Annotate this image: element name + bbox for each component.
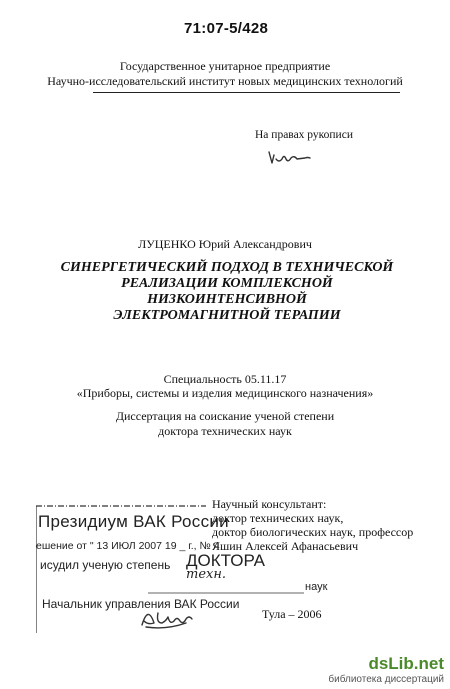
specialty-name: «Приборы, системы и изделия медицинского назначения» [76, 386, 374, 400]
header-underline [93, 92, 400, 93]
stamp-title: Президиум ВАК России [38, 512, 229, 531]
advisor-name: Яшин Алексей Афанасьевич [212, 539, 359, 553]
advisor-degree-2: доктор биологических наук, профессор [212, 525, 414, 539]
stamp-awarded-text: исудил ученую степень [40, 558, 171, 572]
city-year: Тула – 2006 [262, 607, 322, 621]
handwritten-signature [266, 147, 316, 169]
specialty-code: Специальность 05.11.17 [163, 372, 287, 386]
stamp-decision-date: ешение от " 13 ИЮЛ 2007 19 _ г., № 4 [36, 540, 220, 552]
organization-line-1: Государственное унитарное предприятие [119, 59, 331, 73]
dissertation-degree-line-1: Диссертация на соискание ученой степени [115, 409, 335, 423]
title-line: ЭЛЕКТРОМАГНИТНОЙ ТЕРАПИИ [113, 308, 341, 323]
title-line: РЕАЛИЗАЦИИ КОМПЛЕКСНОЙ НИЗКОИНТЕНСИВНОЙ [121, 276, 333, 307]
stamp-nauk: наук [305, 581, 328, 593]
organization-line-2: Научно-исследовательский институт новых медицинских технологий [47, 74, 403, 88]
stamp-degree: ДОКТОРА [186, 551, 266, 570]
site-watermark[interactable] [328, 654, 444, 685]
advisor-degree-1: доктор технических наук, [212, 511, 344, 525]
author-name: ЛУЦЕНКО Юрий Александрович [138, 237, 312, 251]
stamp-handwritten-field: техн. [186, 567, 227, 582]
stamp-signature [136, 605, 206, 631]
title-line: СИНЕРГЕТИЧЕСКИЙ ПОДХОД В ТЕХНИЧЕСКОЙ [60, 260, 394, 275]
rights-note: На правах рукописи [255, 129, 353, 141]
stamp-head-of-department: Начальник управления ВАК России [42, 597, 240, 611]
dissertation-title [52, 260, 402, 324]
advisor-label: Научный консультант: [212, 497, 327, 511]
document-code: 71:07-5/428 [184, 20, 269, 37]
dissertation-degree-line-2: доктора технических наук [158, 424, 292, 438]
site-logo[interactable]: dsLib.net [368, 654, 444, 673]
site-caption: библиотека диссертаций [328, 674, 444, 685]
